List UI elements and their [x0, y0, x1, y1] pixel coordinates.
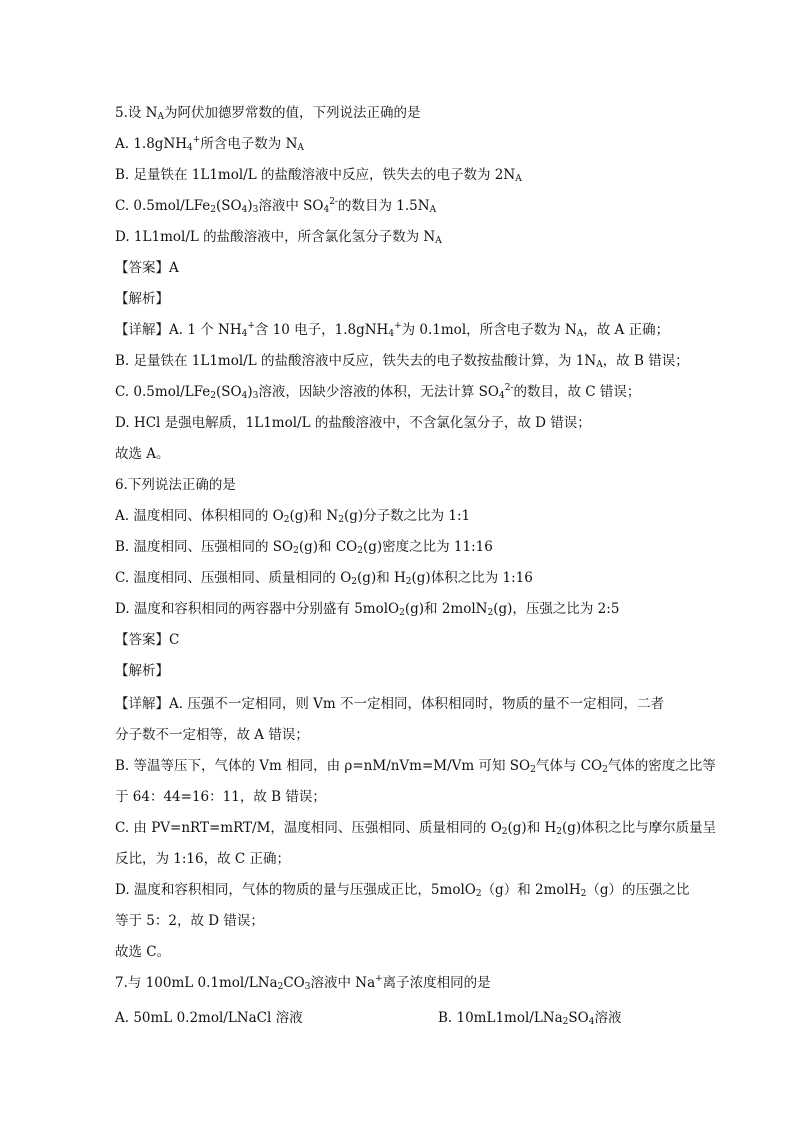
question-7-stem: 7.与 100mL $0.1mol/LNa_2CO_3$溶液中 Na+离子浓度相同的是	[115, 974, 491, 992]
question-5-detail-a: 【详解】A. 1 个 $NH_4^+$含 10 电子，1.8gNH$_4$+为 0.1mol，所含电子数为 $N_A$，故 A 正确；	[115, 321, 670, 339]
question-6-answer: 【答案】C	[115, 632, 180, 648]
question-5-detail-d: D. HCl 是强电解质，1L1mol/L 的盐酸溶液中，不含氯化氢分子，故 D 错误；	[115, 415, 591, 431]
question-5-answer: 【答案】A	[115, 260, 179, 276]
question-6-option-b: B. 温度相同、压强相同的 $SO_2(g)$和 $CO_2(g)$密度之比为 11:16	[115, 539, 493, 556]
question-6-detail-a-line2: 分子数不一定相等，故 A 错误；	[115, 727, 309, 743]
question-5-conclusion: 故选 A。	[115, 446, 170, 462]
question-6-detail-c-line1: C. 由 PV=nRT=mRT/M，温度相同、压强相同、质量相同的 $O_2(g)$和 $H_2(g)$体积之比与摩尔质量呈	[115, 820, 717, 837]
question-5-analysis-heading: 【解析】	[115, 291, 169, 307]
question-6-detail-b-line2: 于 64：44=16：11，故 B 错误；	[115, 789, 326, 805]
question-7-option-a: A. 50mL 0.2mol/LNaCl 溶液	[115, 1010, 303, 1026]
question-5-detail-b: B. 足量铁在 1L1mol/L 的盐酸溶液中反应，铁失去的电子数按盐酸计算，为 $1N_A$，故 B 错误；	[115, 353, 689, 370]
question-6-option-c: C. 温度相同、压强相同、质量相同的 $O_2(g)$和 $H_2(g)$体积之比为 1:16	[115, 570, 533, 587]
question-5-stem: 5.设 $N_A$为阿伏加德罗常数的值，下列说法正确的是	[115, 105, 421, 122]
question-5-option-a: A. 1.8gNH$_4$+所含电子数为 $N_A$	[115, 135, 304, 153]
question-6-detail-b-line1: B. 等温等压下，气体的 Vm 相同，由 ρ=nM/nVm=M/Vm 可知 $SO_2$气体与 $CO_2$气体的密度之比等	[115, 758, 716, 775]
question-6-detail-d-line2: 等于 5：2，故 D 错误；	[115, 913, 264, 929]
question-6-conclusion: 故选 C。	[115, 944, 171, 960]
question-7-option-b: B. $10mL1mol/LNa_2SO_4$溶液	[438, 1010, 622, 1027]
question-5-option-d: D. 1L1mol/L 的盐酸溶液中，所含氯化氢分子数为 $N_A$	[115, 229, 442, 246]
question-6-option-a: A. 温度相同、体积相同的 $O_2(g)$和 $N_2(g)$分子数之比为 1:1	[115, 508, 471, 525]
question-6-detail-d-line1: D. 温度和容积相同，气体的物质的量与压强成正比，5molO$_2$（g）和 2molH$_2$（g）的压强之比	[115, 882, 690, 899]
question-6-analysis-heading: 【解析】	[115, 663, 169, 679]
question-6-detail-c-line2: 反比，为 1:16，故 C 正确；	[115, 851, 291, 867]
question-6-detail-a-line1: 【详解】A. 压强不一定相同，则 Vm 不一定相同，体积相同时，物质的量不一定相同，二者	[115, 696, 664, 712]
question-6-stem: 6.下列说法正确的是	[115, 477, 236, 493]
question-5-detail-c: C. $0.5mol/LFe_2(SO_4)_3$溶液，因缺少溶液的体积，无法计算 $SO_4^{2-}$的数目，故 C 错误；	[115, 383, 641, 401]
question-6-option-d: D. 温度和容积相同的两容器中分别盛有 5molO$_2$(g)和 2molN$_2$(g)，压强之比为 2:5	[115, 601, 620, 618]
question-5-option-c: C. $0.5mol/LFe_2(SO_4)_3$溶液中 $SO_4^{2-}$的数目为 $1.5N_A$	[115, 197, 437, 215]
question-5-option-b: B. 足量铁在 1L1mol/L 的盐酸溶液中反应，铁失去的电子数为 $2N_A$	[115, 167, 522, 184]
